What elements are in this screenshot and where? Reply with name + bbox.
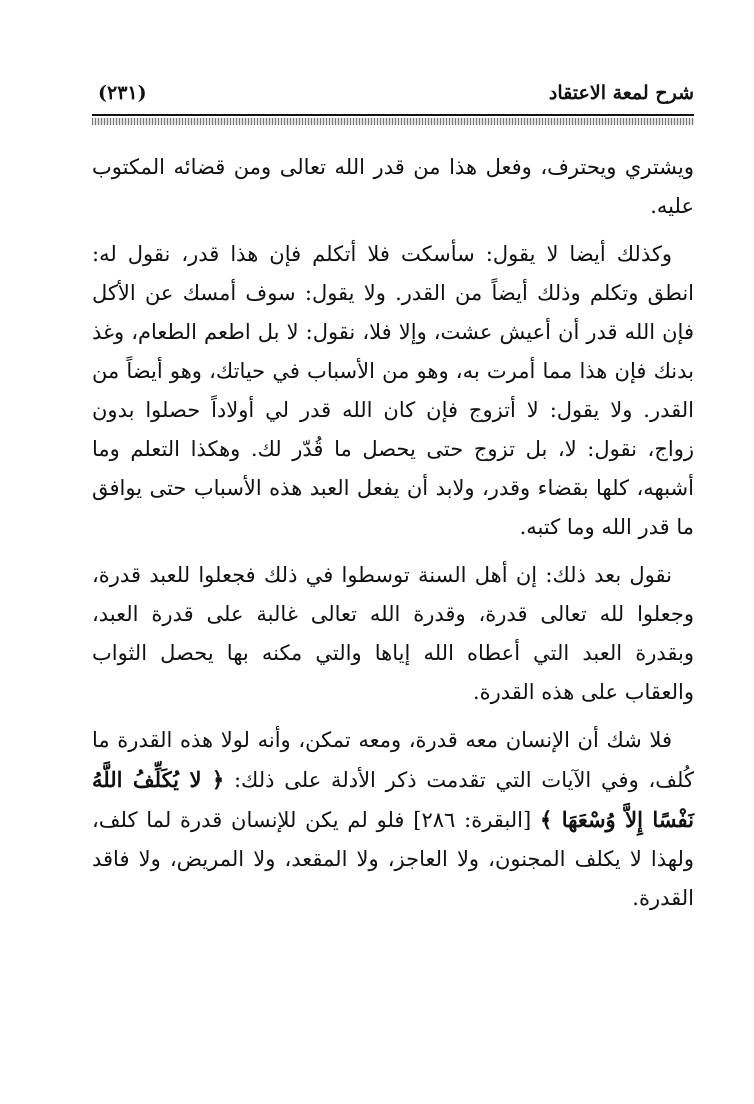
- paragraph-4: [92, 721, 694, 918]
- paragraph-3: نقول بعد ذلك: إن أهل السنة توسطوا في ذلك فجعلوا للعبد قدرة، وجعلوا لله تعالى قدرة، وقدرة الله تعالى غالبة على قدرة العبد، وبقدرة العبد التي أعطاه الله إياها والتي مكنه بها يحصل الثواب والعقاب على هذه القدرة.: [92, 563, 694, 704]
- page-header: [92, 74, 694, 108]
- body-text: [92, 148, 694, 927]
- paragraph-4-rest: [البقرة: ٢٨٦] فلو لم يكن للإنسان قدرة لما كلف، ولهذا لا يكلف المجنون، ولا العاجز، ولا المقعد، ولا المريض، ولا فاقد القدرة.: [92, 808, 694, 910]
- paragraph-2: وكذلك أيضا لا يقول: سأسكت فلا أتكلم فإن هذا قدر، نقول له: انطق وتكلم وذلك أيضاً من القدر. ولا يقول: سوف أمسك عن الأكل فإن الله قدر أن أعيش عشت، وإلا فلا، نقول: لا بل اطعم الطعام، وغذ بدنك فإن هذا مما أمرت به، وهو من الأسباب في حياتك، وهو أيضاً من القدر. ولا يقول: لا أتزوج فإن كان الله قدر لي أولاداً حصلوا بدون زواج، نقول: لا، بل تزوج حتى يحصل ما قُدّر لك. وهكذا التعلم وما أشبهه، كلها بقضاء وقدر، ولابد أن يفعل العبد هذه الأسباب حتى يوافق ما قدر الله وما كتبه.: [92, 242, 694, 539]
- page-number: (٢٣١): [98, 82, 147, 104]
- header-rule: [92, 114, 694, 116]
- header-hatched-rule: [92, 118, 694, 125]
- paragraph-4-intro: فلا شك أن الإنسان معه قدرة، ومعه تمكن، وأنه لولا هذه القدرة ما كُلف، وفي الآيات التي تقدمت ذكر الأدلة على ذلك:: [92, 728, 694, 792]
- quran-verse: ﴿ لا يُكَلِّفُ اللَّهُ نَفْسًا إِلاَّ وُسْعَهَا ﴾: [92, 767, 695, 832]
- running-title: شرح لمعة الاعتقاد: [548, 82, 694, 104]
- paragraph-1: ويشتري ويحترف، وفعل هذا من قدر الله تعالى ومن قضائه المكتوب عليه.: [92, 155, 694, 218]
